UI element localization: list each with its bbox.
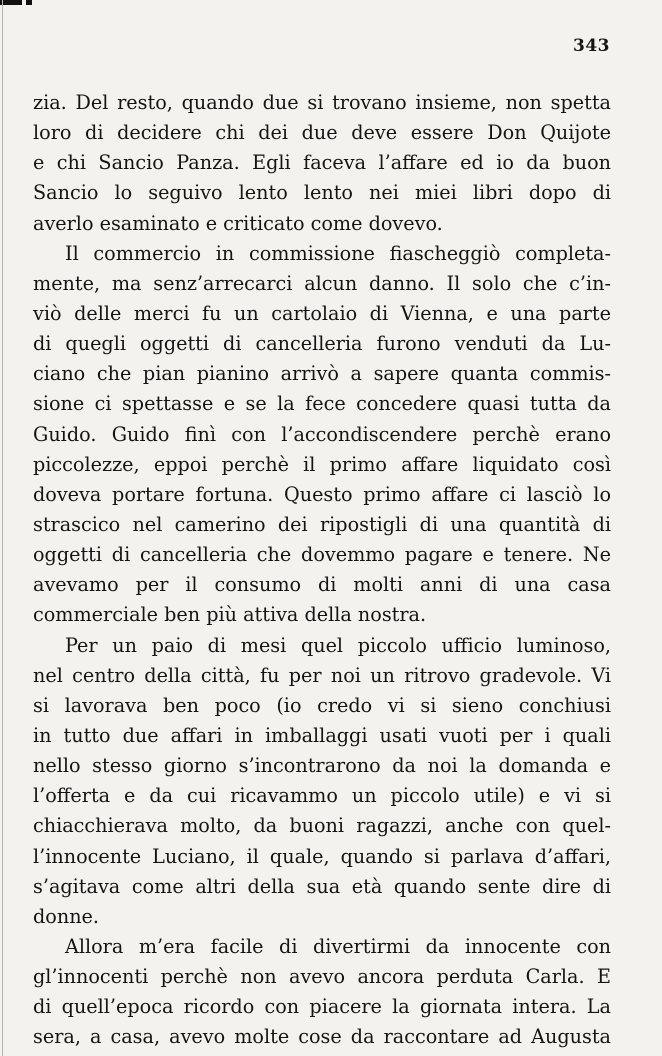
text-line: di quegli oggetti di cancelleria furono venduti da Lu-	[33, 332, 611, 356]
text-line: nello stesso giorno s’incontrarono da noi la domanda e	[33, 754, 611, 778]
text-line: l’offerta e da cui ricavammo un piccolo utile) e vi si	[33, 784, 611, 808]
text-line: strascico nel camerino dei ripostigli di una quantità di	[33, 512, 611, 536]
text-line: piccolezze, eppoi perchè il primo affare liquidato così	[33, 452, 611, 476]
text-line: gl’innocenti perchè non avevo ancora perduta Carla. E	[33, 965, 611, 989]
page-edge-shadow	[2, 0, 3, 1056]
paragraph	[33, 239, 611, 631]
text-line: Sancio lo seguivo lento lento nei miei libri dopo di	[33, 181, 611, 205]
page-number: 343	[573, 36, 610, 56]
text-line: Allora m’era facile di divertirmi da innocente con	[65, 934, 611, 958]
text-line: oggetti di cancelleria che dovemmo pagare e tenere. Ne	[33, 543, 611, 567]
text-line: sera, a casa, avevo molte cose da raccontare ad Augusta	[33, 1025, 611, 1049]
text-line: averlo esaminato e criticato come dovevo.	[33, 211, 443, 235]
text-line: chiacchierava molto, da buoni ragazzi, anche con quel-	[33, 814, 611, 838]
paragraph	[33, 88, 611, 239]
text-line: loro di decidere chi dei due deve essere Don Quijote	[33, 121, 611, 145]
paragraph	[33, 932, 611, 1053]
body-text	[33, 88, 611, 1053]
text-line: avevamo per il consumo di molti anni di una casa	[33, 573, 611, 597]
text-line: in tutto due affari in imballaggi usati vuoti per i quali	[33, 723, 611, 747]
text-line: e chi Sancio Panza. Egli faceva l’affare ed io da buon	[33, 151, 611, 175]
text-line: sione ci spettasse e se la fece concedere quasi tutta da	[33, 392, 611, 416]
text-line: zia. Del resto, quando due si trovano insieme, non spetta	[33, 91, 611, 114]
scan-corner-mark-small	[26, 0, 32, 5]
scan-corner-mark	[0, 0, 22, 5]
paragraph	[33, 631, 611, 932]
text-line: Guido. Guido finì con l’accondiscendere perchè erano	[33, 422, 611, 446]
text-line: Per un paio di mesi quel piccolo ufficio luminoso,	[65, 633, 611, 657]
text-line: doveva portare fortuna. Questo primo affare ci lasciò lo	[33, 482, 611, 506]
text-line: l’innocente Luciano, il quale, quando si parlava d’affari,	[33, 844, 611, 868]
text-line: s’agitava come altri della sua età quando sente dire di	[33, 874, 611, 898]
text-line: donne.	[33, 904, 100, 928]
text-line: di quell’epoca ricordo con piacere la giornata intera. La	[33, 995, 611, 1019]
text-line: viò delle merci fu un cartolaio di Vienna, e una parte	[33, 301, 611, 325]
text-line: nel centro della città, fu per noi un ritrovo gradevole. Vi	[33, 663, 611, 687]
text-line: ciano che pian pianino arrivò a sapere quanta commis-	[33, 362, 611, 386]
text-line: Il commercio in commissione fiascheggiò completa-	[65, 241, 611, 265]
text-line: mente, ma senz’arrecarci alcun danno. Il solo che c’in-	[33, 271, 611, 295]
text-line: si lavorava ben poco (io credo vi si sieno conchiusi	[33, 693, 611, 717]
text-line: commerciale ben più attiva della nostra.	[33, 603, 427, 627]
